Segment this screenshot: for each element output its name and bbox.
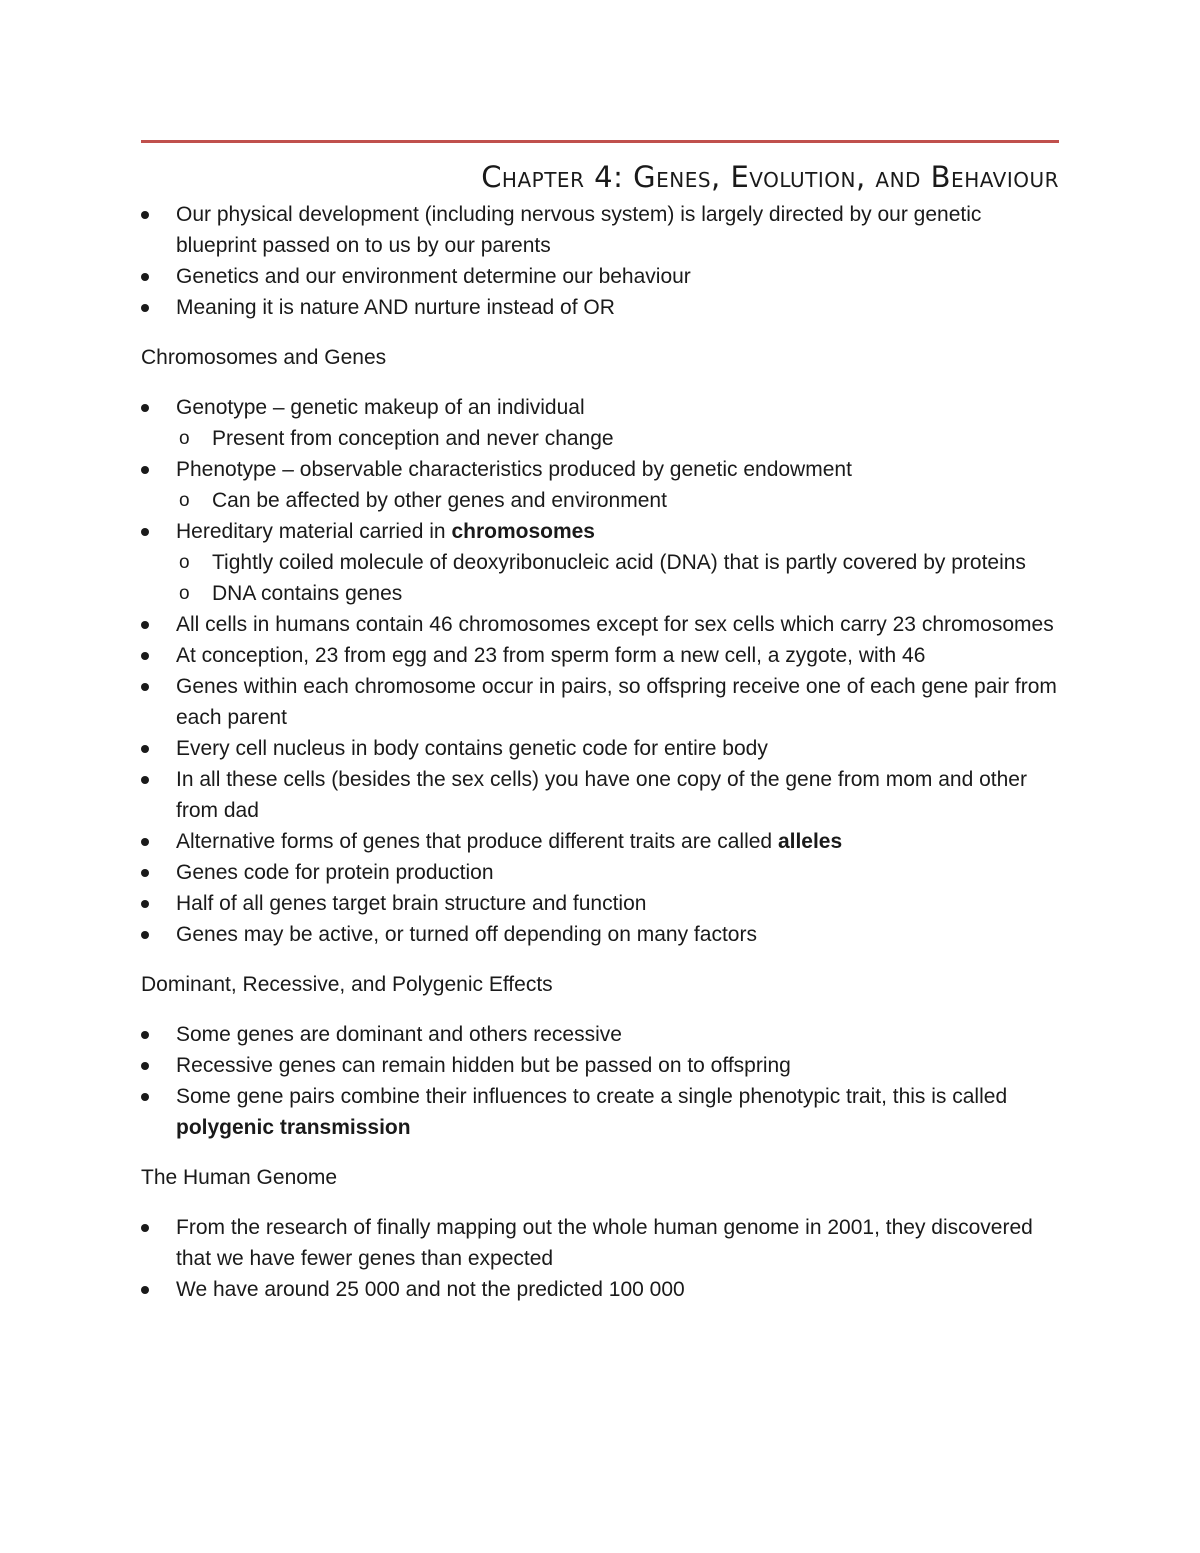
- list-item: Alternative forms of genes that produce different traits are called alleles: [141, 826, 1059, 857]
- hollow-bullet-icon: o: [179, 428, 190, 449]
- list-item: All cells in humans contain 46 chromosomes except for sex cells which carry 23 chromosomes: [141, 609, 1059, 640]
- bullet-icon: [141, 211, 149, 219]
- key-term: alleles: [777, 830, 843, 853]
- list-item: Half of all genes target brain structure and function: [141, 888, 1059, 919]
- bullet-icon: [141, 931, 149, 939]
- bullet-icon: [141, 838, 149, 846]
- section-heading: Chromosomes and Genes: [141, 346, 387, 369]
- list-item: Some genes are dominant and others recessive: [141, 1019, 1059, 1050]
- list-item: Every cell nucleus in body contains genetic code for entire body: [141, 733, 1059, 764]
- list-item: In all these cells (besides the sex cells) you have one copy of the gene from mom and other from dad: [141, 764, 1059, 826]
- list-item: We have around 25 000 and not the predicted 100 000: [141, 1274, 1059, 1305]
- bullet-icon: [141, 404, 149, 412]
- bullet-icon: [141, 528, 149, 536]
- list-item: Meaning it is nature AND nurture instead of OR: [141, 292, 1059, 323]
- bullet-icon: [141, 776, 149, 784]
- bullet-icon: [141, 869, 149, 877]
- intro-list: [141, 199, 1059, 323]
- bullet-icon: [141, 652, 149, 660]
- list-item: At conception, 23 from egg and 23 from sperm form a new cell, a zygote, with 46: [141, 640, 1059, 671]
- bullet-icon: [141, 683, 149, 691]
- sub-list-item: o Tightly coiled molecule of deoxyribonucleic acid (DNA) that is partly covered by proteins: [141, 547, 1059, 578]
- bullet-icon: [141, 304, 149, 312]
- sub-list-item: o Can be affected by other genes and environment: [141, 485, 1059, 516]
- list-item: Genotype – genetic makeup of an individual o Present from conception and never change: [141, 392, 1059, 454]
- bullet-icon: [141, 745, 149, 753]
- bullet-icon: [141, 900, 149, 908]
- bullet-icon: [141, 1224, 149, 1232]
- list-item: Some gene pairs combine their influences to create a single phenotypic trait, this is called polygenic transmission: [141, 1081, 1059, 1143]
- section-heading: Dominant, Recessive, and Polygenic Effects: [141, 973, 553, 996]
- sub-list-item: o DNA contains genes: [141, 578, 1059, 609]
- list-item: Recessive genes can remain hidden but be passed on to offspring: [141, 1050, 1059, 1081]
- hollow-bullet-icon: o: [179, 490, 190, 511]
- header-rule: [141, 140, 1059, 143]
- dominant-recessive-list: [141, 1019, 1059, 1143]
- bullet-icon: [141, 466, 149, 474]
- bullet-icon: [141, 273, 149, 281]
- bullet-icon: [141, 1093, 149, 1101]
- hollow-bullet-icon: o: [179, 552, 190, 573]
- section-heading: The Human Genome: [141, 1166, 338, 1189]
- bullet-icon: [141, 1031, 149, 1039]
- list-item: Our physical development (including nervous system) is largely directed by our genetic blueprint passed on to us by our parents: [141, 199, 1059, 261]
- bullet-icon: [141, 1062, 149, 1070]
- key-term: polygenic transmission: [176, 1116, 411, 1139]
- bullet-icon: [141, 621, 149, 629]
- list-item: Hereditary material carried in chromosomes o Tightly coiled molecule of deoxyribonucleic acid (DNA) that is partly covered by proteins o DNA contains genes: [141, 516, 1059, 609]
- sub-list-item: o Present from conception and never change: [141, 423, 1059, 454]
- list-item: Genes may be active, or turned off depending on many factors: [141, 919, 1059, 950]
- chromosomes-list: [141, 392, 1059, 950]
- human-genome-list: [141, 1212, 1059, 1305]
- list-item: Genetics and our environment determine our behaviour: [141, 261, 1059, 292]
- key-term: chromosomes: [451, 520, 595, 543]
- list-item: Genes within each chromosome occur in pairs, so offspring receive one of each gene pair from each parent: [141, 671, 1059, 733]
- page-title: Chapter 4: Genes, Evolution, and Behaviour: [481, 160, 1059, 194]
- list-item: From the research of finally mapping out the whole human genome in 2001, they discovered that we have fewer genes than expected: [141, 1212, 1059, 1274]
- document-page: [141, 140, 1059, 1305]
- list-item: Genes code for protein production: [141, 857, 1059, 888]
- hollow-bullet-icon: o: [179, 583, 190, 604]
- list-item: Phenotype – observable characteristics produced by genetic endowment o Can be affected by other genes and environment: [141, 454, 1059, 516]
- bullet-icon: [141, 1286, 149, 1294]
